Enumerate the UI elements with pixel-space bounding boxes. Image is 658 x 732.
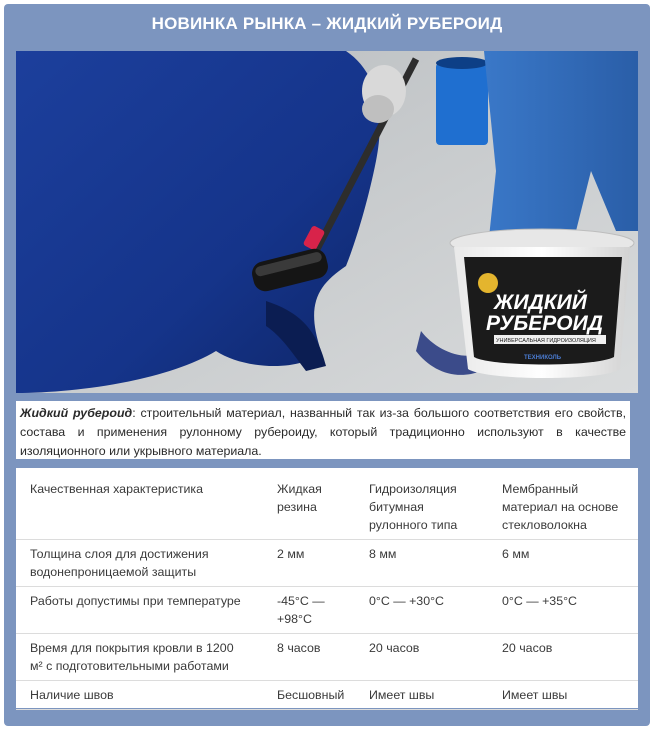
table-cell: [369, 634, 502, 681]
cell-text-line: водонепроницаемой защиты: [30, 565, 197, 579]
table-cell: [502, 540, 638, 587]
table-header-cell: [369, 477, 502, 540]
roof-coating-photo: [16, 51, 638, 393]
table-cell: [277, 681, 369, 710]
table-cell: [277, 587, 369, 634]
cell-text-line: Имеет швы: [369, 688, 435, 702]
cell-text-line: материал на основе: [502, 500, 619, 514]
cell-text-line: 8 часов: [277, 641, 321, 655]
description-body: : строительный материал, названный так из-за большого соответствия его свойств, состава и применения рулонному рубероиду, который традиционно используют в качестве изоляционного или укрывного материала.: [20, 406, 627, 458]
table-cell: [16, 681, 277, 710]
page-title: НОВИНКА РЫНКА – ЖИДКИЙ РУБЕРОИД: [151, 14, 503, 33]
cell-text-line: Толщина слоя для достижения: [30, 547, 209, 561]
table-header-cell: [16, 477, 277, 540]
cell-text-line: Время для покрытия кровли в 1200: [30, 641, 234, 655]
table-cell: [277, 634, 369, 681]
cell-text-line: битумная: [369, 500, 424, 514]
cell-text-line: +98°C: [277, 612, 312, 626]
product-bucket-icon: [450, 229, 634, 378]
table-row: [16, 587, 638, 634]
cell-text-line: 8 мм: [369, 547, 397, 561]
cell-text-line: -45°C —: [277, 594, 325, 608]
table-cell: [502, 587, 638, 634]
cell-text-line: Бесшовный: [277, 688, 345, 702]
table-cell: [16, 587, 277, 634]
table-cell: [277, 540, 369, 587]
table-cell: [369, 681, 502, 710]
cell-text-line: Наличие швов: [30, 688, 114, 702]
bucket-label-line1: ЖИДКИЙ: [494, 291, 587, 314]
cell-text-line: 20 часов: [369, 641, 420, 655]
cell-text-line: Работы допустимы при температуре: [30, 594, 241, 608]
table-cell: [16, 540, 277, 587]
table-header-cell: [277, 477, 369, 540]
cell-text-line: рулонного типа: [369, 518, 458, 532]
table-row: [16, 540, 638, 587]
cell-text-line: стекловолокна: [502, 518, 587, 532]
cell-text-line: 20 часов: [502, 641, 553, 655]
table-row: [16, 634, 638, 681]
bucket-brand: ТЕХНИКОЛЬ: [524, 355, 562, 361]
table-cell: [369, 540, 502, 587]
table-cell: [502, 681, 638, 710]
cell-text-line: 0°C — +30°C: [369, 594, 444, 608]
description-text: [16, 401, 630, 459]
cell-text-line: Имеет швы: [502, 688, 568, 702]
table-row: [16, 681, 638, 710]
cell-text-line: резина: [277, 500, 317, 514]
cell-text-line: 6 мм: [502, 547, 530, 561]
cell-text-line: м² с подготовительными работами: [30, 659, 229, 673]
bucket-subtitle: УНИВЕРСАЛЬНАЯ ГИДРОИЗОЛЯЦИЯ: [496, 338, 596, 344]
cell-text-line: 2 мм: [277, 547, 305, 561]
cell-text-line: Качественная характеристика: [30, 482, 204, 496]
cell-text-line: 0°C — +35°C: [502, 594, 577, 608]
table-header-cell: [502, 477, 638, 540]
description-term: Жидкий рубероид: [20, 406, 133, 420]
cell-text-line: Жидкая: [277, 482, 322, 496]
cell-text-line: Мембранный: [502, 482, 579, 496]
cell-text-line: Гидроизоляция: [369, 482, 457, 496]
table-cell: [369, 587, 502, 634]
table-cell: [16, 634, 277, 681]
comparison-table: [16, 468, 638, 708]
table-cell: [502, 634, 638, 681]
table-header-row: [16, 477, 638, 540]
bucket-label-line2: РУБЕРОИД: [486, 312, 603, 335]
